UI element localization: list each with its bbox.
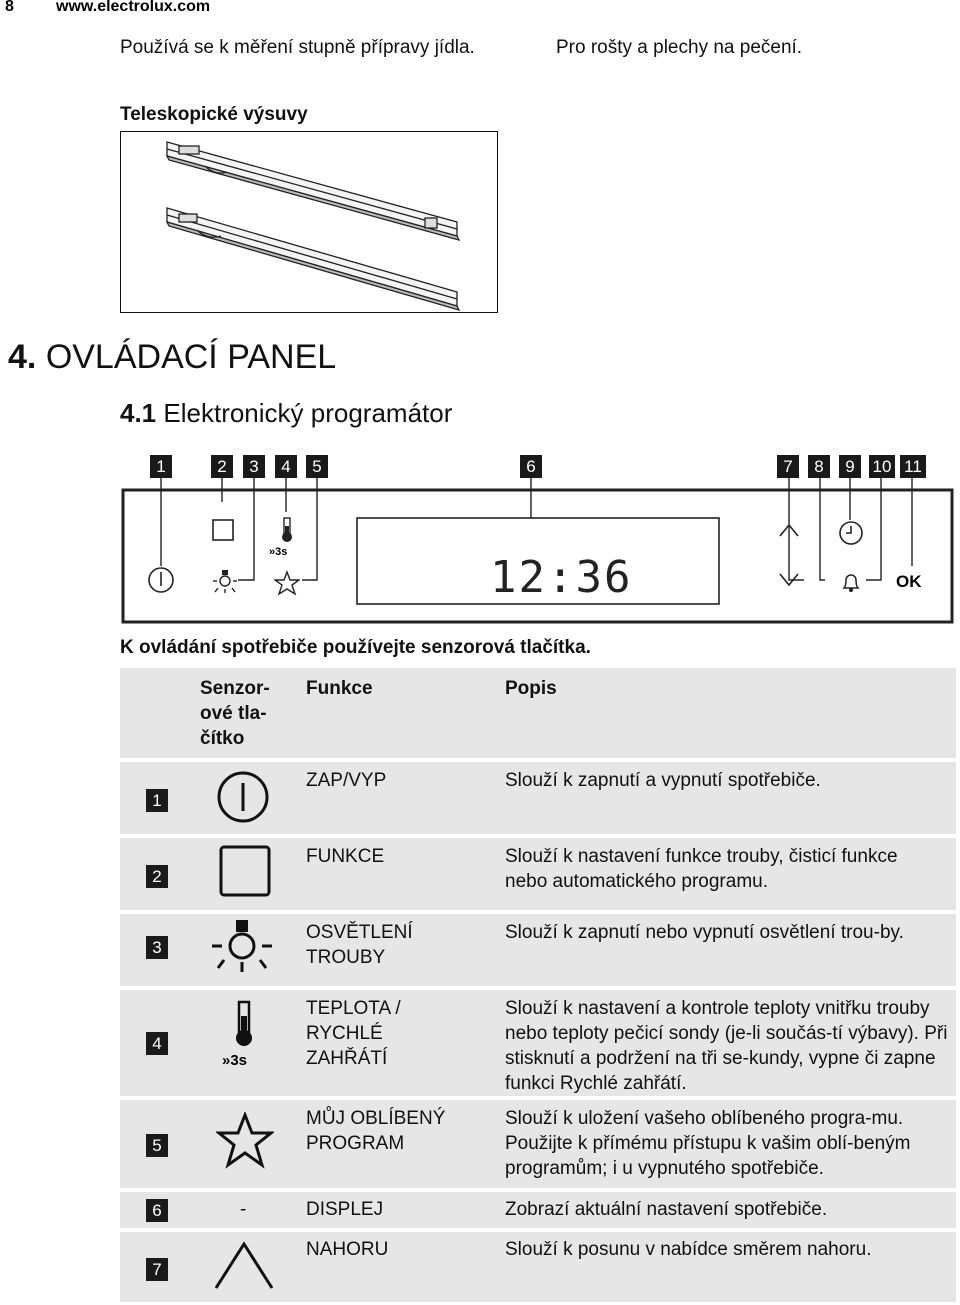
bell-icon[interactable] — [839, 570, 863, 594]
row-function: MŮJ OBLÍBENÝ PROGRAM — [306, 1108, 446, 1154]
callout-3: 3 — [243, 455, 265, 478]
intro-right-text: Pro rošty a plechy na pečení. — [556, 37, 803, 58]
callout-10: 10 — [869, 455, 895, 478]
table-row — [120, 1096, 956, 1194]
row-function: OSVĚTLENÍ TROUBY — [306, 922, 413, 968]
row-description: Slouží k uložení vašeho oblíbeného progra-mu. Použijte k přímému přístupu k vašim oblí-beným programům; i u vypnutého spotřebiče. — [505, 1108, 911, 1179]
section-heading: 4. OVLÁDACÍ PANEL — [8, 338, 337, 376]
chevron-down-icon[interactable] — [778, 572, 800, 588]
table-row — [120, 1228, 956, 1302]
clock-icon[interactable] — [838, 520, 864, 546]
table-row — [120, 1188, 956, 1228]
intro-left-text: Používá se k měření stupně přípravy jídla. — [120, 37, 475, 58]
callout-4: 4 — [275, 455, 297, 478]
telescopic-runners-image — [120, 131, 498, 313]
chevron-up-icon — [212, 1238, 276, 1292]
callout-9: 9 — [839, 455, 861, 478]
table-row — [120, 910, 956, 986]
fast-heat-label: »3s — [222, 1052, 248, 1069]
row-description: Slouží k zapnutí nebo vypnutí osvětlení trou-by. — [505, 922, 904, 943]
power-icon[interactable] — [147, 566, 175, 594]
light-icon[interactable] — [212, 570, 238, 594]
row-number: 5 — [146, 1134, 168, 1157]
table-row — [120, 834, 956, 910]
row-number: 1 — [146, 789, 168, 812]
thermometer-icon — [232, 1000, 256, 1048]
row-function: TEPLOTA / RYCHLÉ ZAHŘÁTÍ — [306, 998, 401, 1069]
row-number: 4 — [146, 1032, 168, 1055]
light-icon — [210, 918, 274, 974]
row-number: 6 — [146, 1199, 168, 1222]
row-function: ZAP/VYP — [306, 770, 387, 791]
callout-5: 5 — [306, 455, 328, 478]
row-description: Slouží k nastavení funkce trouby, čisticí funkce nebo automatického programu. — [505, 846, 898, 892]
callout-1: 1 — [150, 455, 172, 478]
callout-6: 6 — [520, 455, 542, 478]
fast-heat-label: »3s — [269, 546, 288, 558]
star-icon — [216, 1112, 274, 1170]
table-header-row — [120, 668, 956, 758]
site-url: www.electrolux.com — [56, 0, 211, 15]
row-description: Slouží k posunu v nabídce směrem nahoru. — [505, 1239, 872, 1260]
callout-7: 7 — [777, 455, 799, 478]
sensor-table — [120, 668, 956, 1305]
callout-8: 8 — [808, 455, 830, 478]
ok-button[interactable]: OK — [896, 572, 922, 591]
callout-2: 2 — [211, 455, 233, 478]
row-number: 2 — [146, 865, 168, 888]
row-function: NAHORU — [306, 1239, 389, 1260]
callout-11: 11 — [900, 455, 926, 478]
instruction-text: K ovládání spotřebiče používejte senzorová tlačítka. — [120, 637, 591, 658]
row-description: Zobrazí aktuální nastavení spotřebiče. — [505, 1199, 828, 1220]
table-row — [120, 986, 956, 1096]
control-panel — [120, 478, 956, 626]
display-time: 12:36 — [490, 552, 633, 603]
power-icon — [216, 770, 270, 824]
row-number: 3 — [146, 936, 168, 959]
row-number: 7 — [146, 1258, 168, 1281]
star-icon[interactable] — [274, 570, 300, 596]
table-row — [120, 758, 956, 834]
chevron-up-icon[interactable] — [778, 522, 800, 538]
subsection-heading: 4.1 Elektronický programátor — [120, 398, 453, 428]
row-function: DISPLEJ — [306, 1199, 384, 1220]
thermometer-icon[interactable] — [278, 516, 296, 544]
page-number: 8 — [5, 0, 14, 15]
header-sensor: Senzor-ové tla-čítko — [200, 678, 270, 749]
telescopic-title: Teleskopické výsuvy — [120, 104, 308, 125]
row-icon-text: - — [240, 1199, 247, 1220]
row-description: Slouží k zapnutí a vypnutí spotřebiče. — [505, 770, 821, 791]
row-description: Slouží k nastavení a kontrole teploty vnitřku trouby nebo teploty pečicí sondy (je-li součás-tí výbavy). Při stisknutí a podržení na tři se-kundy, vypne či zapne funkci Rychlé zahřátí. — [505, 998, 948, 1094]
header-description: Popis — [505, 678, 557, 699]
header-function: Funkce — [306, 678, 373, 699]
square-icon — [218, 844, 272, 898]
function-square-icon[interactable] — [211, 518, 235, 542]
row-function: FUNKCE — [306, 846, 385, 867]
